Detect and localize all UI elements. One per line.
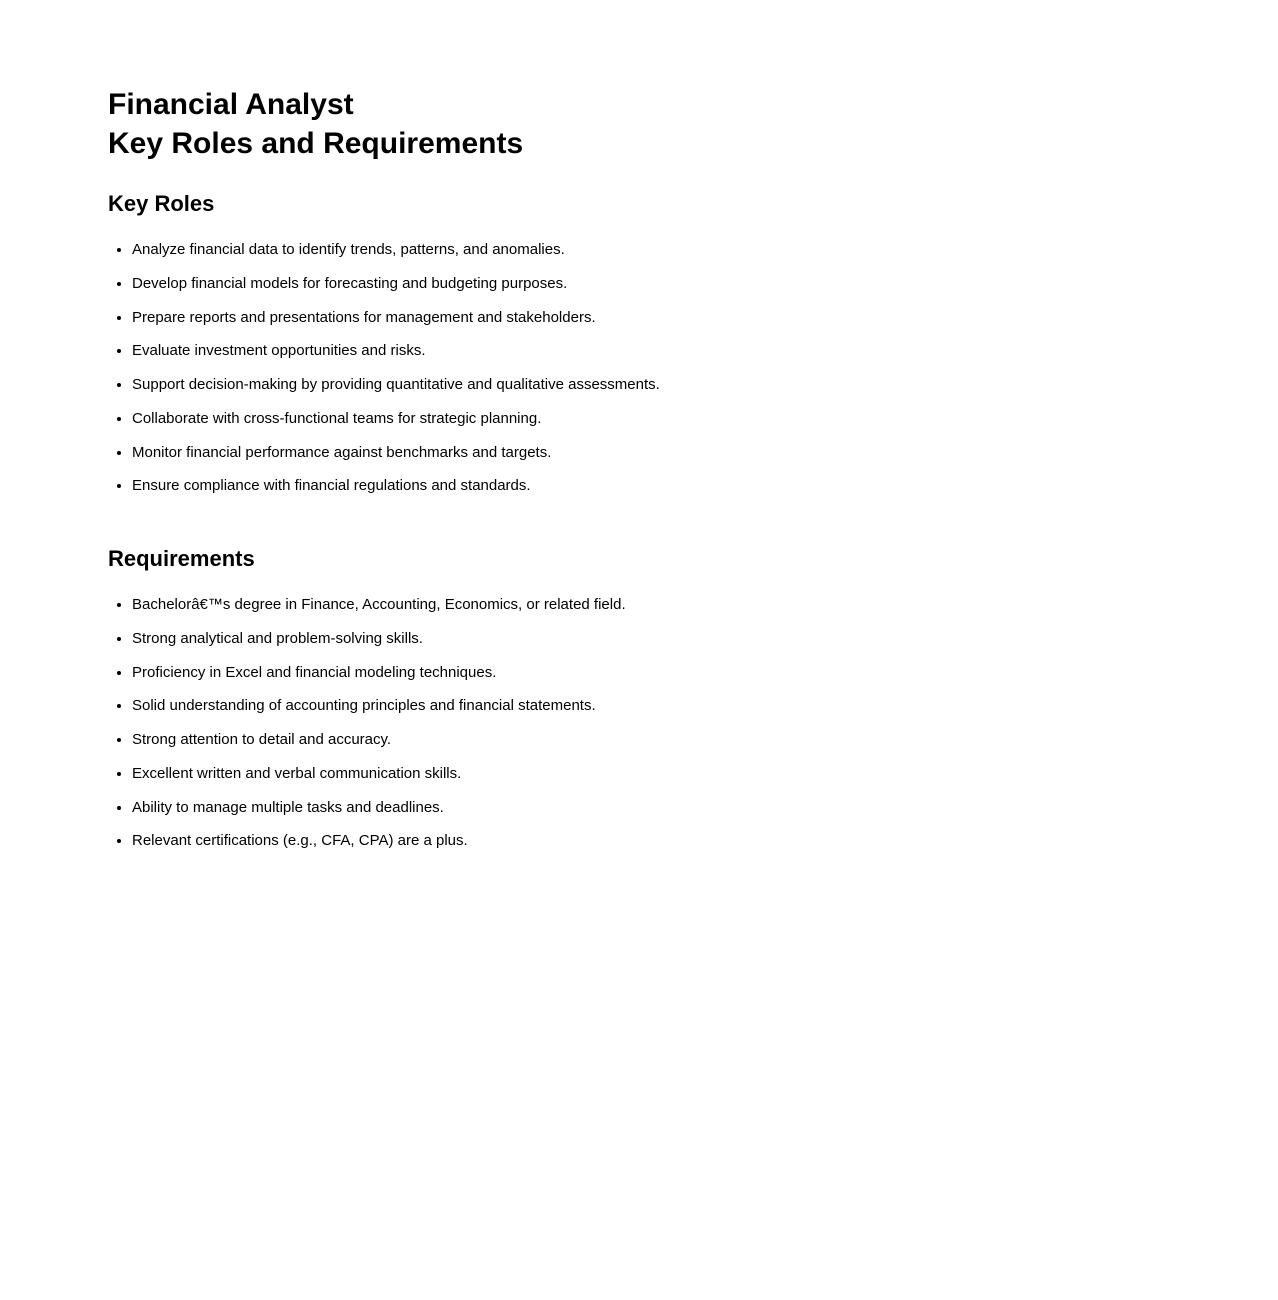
list-item: • Evaluate investment opportunities and risks.: [132, 342, 1218, 361]
page-title-line2: Key Roles and Requirements: [108, 127, 524, 160]
list-item: • Support decision-making by providing quantitative and qualitative assessments.: [132, 376, 1218, 395]
section-heading-requirements: Requirements: [108, 546, 255, 571]
list-item: • Analyze financial data to identify trends, patterns, and anomalies.: [132, 241, 1218, 260]
list-item: • Ability to manage multiple tasks and deadlines.: [132, 799, 1218, 818]
page-title-line1: Financial Analyst: [108, 88, 354, 121]
list-item: • Proficiency in Excel and financial modeling techniques.: [132, 664, 1218, 683]
list-item: • Strong attention to detail and accuracy.: [132, 731, 1218, 750]
section-heading-key-roles: Key Roles: [108, 191, 215, 216]
list-item: • Relevant certifications (e.g., CFA, CPA) are a plus.: [132, 832, 1218, 851]
requirements-list: [108, 596, 1218, 851]
list-item: • Prepare reports and presentations for management and stakeholders.: [132, 309, 1218, 328]
list-item: • Strong analytical and problem-solving skills.: [132, 630, 1218, 649]
list-item: • Collaborate with cross-functional teams for strategic planning.: [132, 410, 1218, 429]
list-item: • Solid understanding of accounting principles and financial statements.: [132, 697, 1218, 716]
page-title: [108, 85, 1218, 163]
list-item: • Ensure compliance with financial regulations and standards.: [132, 477, 1218, 496]
key-roles-list: [108, 241, 1218, 496]
list-item: • Bachelorâ€™s degree in Finance, Accounting, Economics, or related field.: [132, 596, 1218, 615]
list-item: • Excellent written and verbal communication skills.: [132, 765, 1218, 784]
list-item: • Monitor financial performance against benchmarks and targets.: [132, 444, 1218, 463]
list-item: • Develop financial models for forecasting and budgeting purposes.: [132, 275, 1218, 294]
